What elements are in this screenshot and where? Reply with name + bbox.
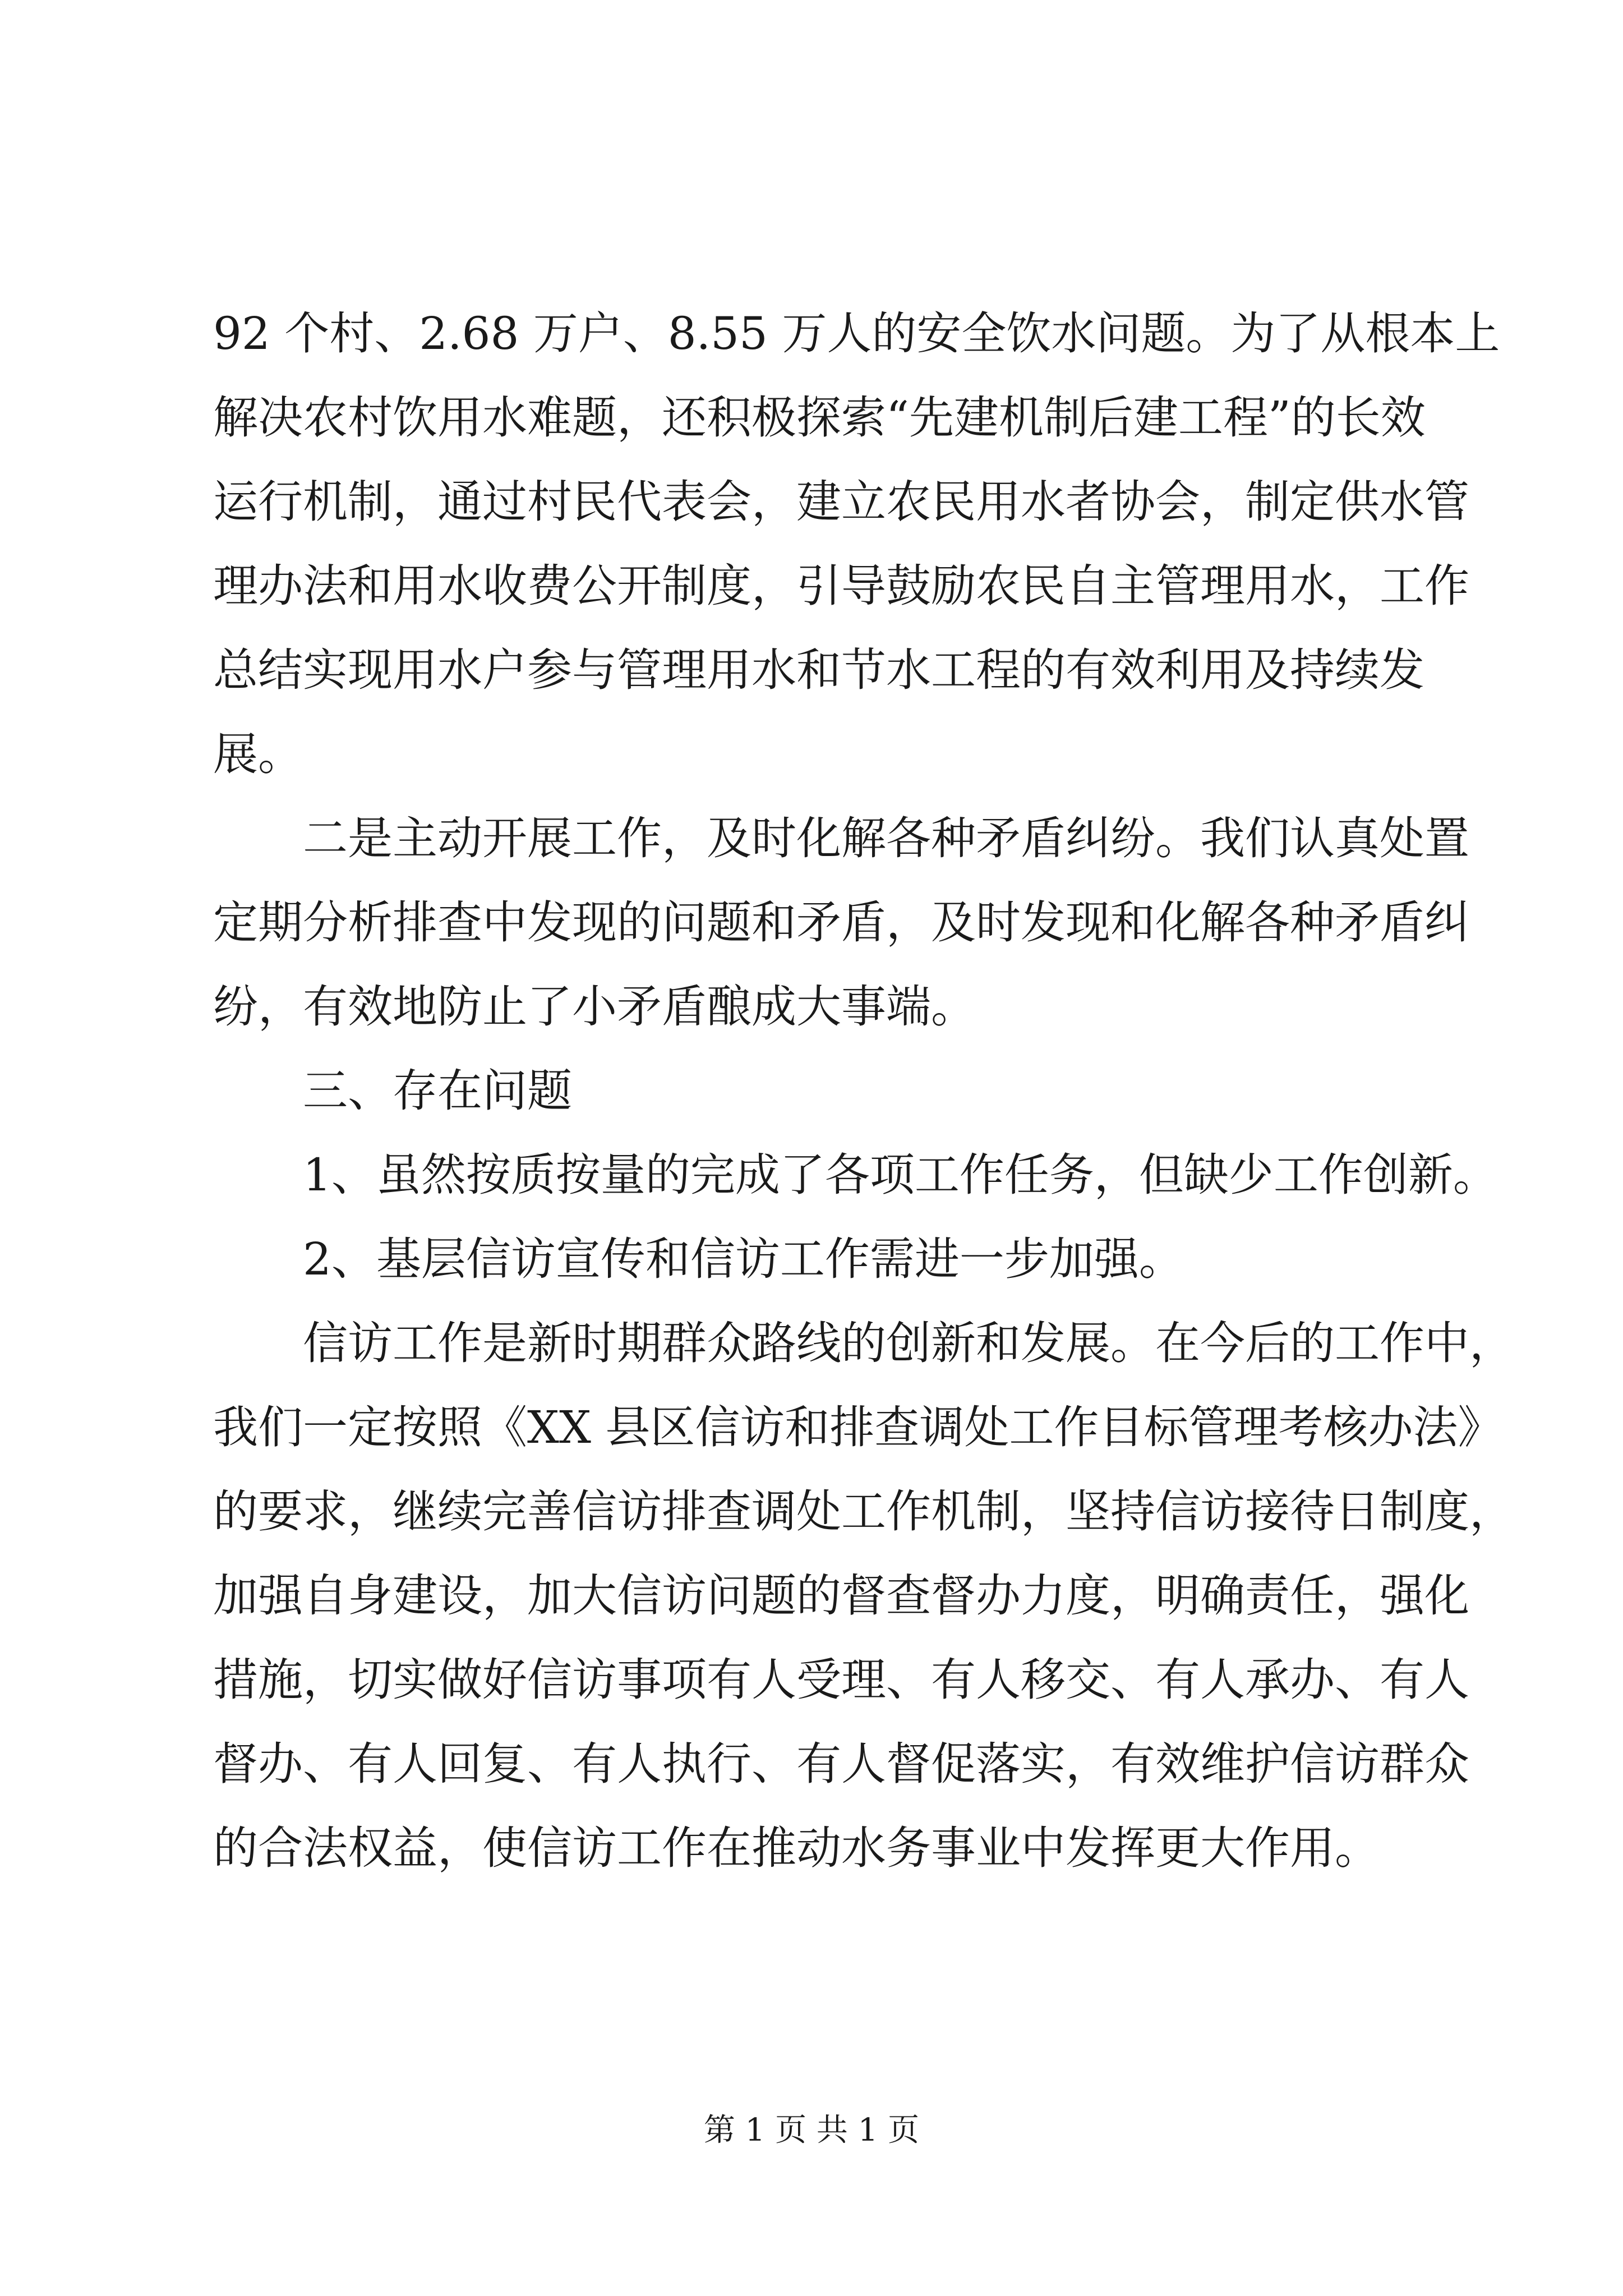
section-heading: 三、存在问题 <box>303 1065 572 1117</box>
paragraph-line: 措施，切实做好信访事项有人受理、有人移交、有人承办、有人 <box>213 1654 1469 1706</box>
paragraph-line: 加强自身建设，加大信访问题的督查督办力度，明确责任，强化 <box>213 1570 1469 1622</box>
list-item: 2、基层信访宣传和信访工作需进一步加强。 <box>303 1233 1184 1285</box>
paragraph-line: 的合法权益，使信访工作在推动水务事业中发挥更大作用。 <box>213 1822 1380 1874</box>
paragraph-line: 展。 <box>213 728 303 780</box>
paragraph-line: 的要求，继续完善信访排查调处工作机制，坚持信访接待日制度， <box>213 1485 1514 1538</box>
paragraph-line: 定期分析排查中发现的问题和矛盾，及时发现和化解各种矛盾纠 <box>213 896 1469 949</box>
page-footer: 第 1 页 共 1 页 <box>703 2112 920 2148</box>
paragraph-line: 总结实现用水户参与管理用水和节水工程的有效利用及持续发 <box>213 644 1424 696</box>
paragraph-line: 92 个村、2.68 万户、8.55 万人的安全饮水问题。为了从根本上 <box>213 307 1500 360</box>
paragraph-line: 解决农村饮用水难题，还积极探索“先建机制后建工程”的长效 <box>213 392 1426 444</box>
paragraph-line: 运行机制，通过村民代表会，建立农民用水者协会，制定供水管 <box>213 476 1469 528</box>
paragraph-line: 纷，有效地防止了小矛盾酿成大事端。 <box>213 981 976 1033</box>
list-item: 1、虽然按质按量的完成了各项工作任务，但缺少工作创新。 <box>303 1149 1498 1201</box>
paragraph-line: 信访工作是新时期群众路线的创新和发展。在今后的工作中， <box>303 1317 1514 1369</box>
paragraph-line: 我们一定按照《XX 县区信访和排查调处工作目标管理考核办法》 <box>213 1401 1503 1453</box>
paragraph-line: 二是主动开展工作，及时化解各种矛盾纠纷。我们认真处置 <box>303 812 1469 864</box>
paragraph-line: 督办、有人回复、有人执行、有人督促落实，有效维护信访群众 <box>213 1738 1469 1790</box>
paragraph-line: 理办法和用水收费公开制度，引导鼓励农民自主管理用水，工作 <box>213 560 1469 612</box>
